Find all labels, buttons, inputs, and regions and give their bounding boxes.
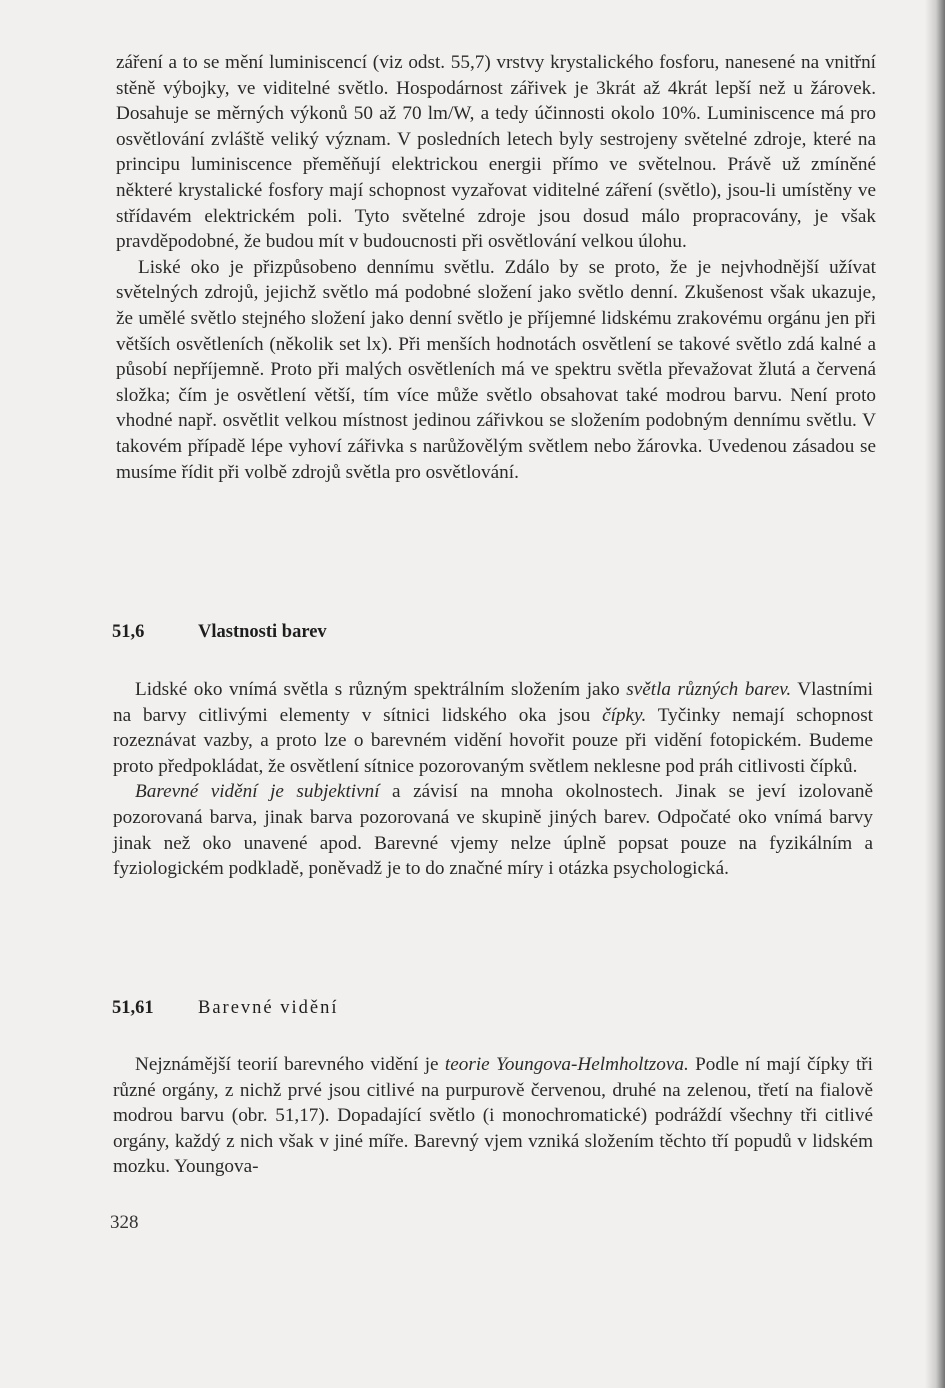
section-number: 51,61 bbox=[112, 998, 154, 1018]
emphasis-text: čípky. bbox=[602, 704, 647, 726]
intro-paragraph-2: Liské oko je přizpůsobeno dennímu světlu. Zdálo by se proto, že je nejvhodnější užívat světelných zdrojů, jejichž světlo má podobné složení jako světlo denní. Zkušenost však ukazuje, že umělé světlo stejného složení jako denní světlo je příjemné lidskému zrakovému orgánu jen při větších osvětleních (několik set lx). Při menších hodnotách osvětlení se takové světlo zdá kalné a působí nepříjemně. Proto při malých osvětleních má ve spektru světla převažovat žlutá a červená složka; čím je osvětlení větší, tím více může světlo obsahovat také modrou barvu. Není proto vhodné např. osvětlit velkou místnost jedinou zářivkou se složením podobným dennímu světlu. V takovém případě lépe vyhoví zářivka s narůžovělým světlem nebo žárovka. Uvedenou zásadou se musíme řídit při volbě zdrojů světla pro osvětlování. bbox=[116, 256, 876, 483]
page-number: 328 bbox=[110, 1212, 139, 1233]
section-number: 51,6 bbox=[112, 622, 145, 642]
section-51-6-paragraph-1: Lidské oko vnímá světla s různým spektrálním složením jako světla různých barev. Vlastními na barvy citlivými elementy v sítnici lidského oka jsou čípky. Tyčinky nemají schopnost rozeznávat vazby, a proto lze o barevném vidění hovořit pouze při vidění fotopickém. Budeme proto předpokládat, že osvětlení sítnice pozorovaným světlem neklesne pod práh citlivosti čípků. bbox=[113, 679, 874, 777]
section-title: Barevné vidění bbox=[198, 998, 339, 1018]
intro-text-block bbox=[116, 50, 876, 485]
intro-paragraph-1: záření a to se mění luminiscencí (viz odst. 55,7) vrstvy krystalického fosforu, nanesené na vnitřní stěně výbojky, ve viditelné světlo. Hospodárnost zářivek je 3krát až 4krát lepší než u žárovek. Dosahuje se měrných výkonů 50 až 70 lm/W, a tedy účinnosti okolo 10%. Luminiscence má pro osvětlování zvláště veliký význam. V posledních letech byly sestrojeny světelné zdroje, které na principu luminiscence přeměňují elektrickou energii přímo ve světelnou. Právě už zmíněné některé krystalické fosfory mají schopnost vyzařovat viditelné záření (světlo), jsou-li umístěny ve střídavém elektrickém poli. Tyto světelné zdroje jsou dosud málo propracovány, je však pravděpodobné, že budou mít v budoucnosti při osvětlování velkou úlohu. bbox=[116, 52, 876, 253]
page-edge-shadow bbox=[925, 0, 945, 1388]
emphasis-text: teorie Youngova-Helmholtzova. bbox=[444, 1054, 689, 1075]
section-51-6-body bbox=[113, 677, 873, 882]
section-title: Vlastnosti barev bbox=[198, 622, 327, 642]
section-heading-51-6 bbox=[112, 622, 327, 643]
emphasis-text: světla různých barev. bbox=[626, 679, 792, 700]
section-51-61-paragraph-1: Nejznámější teorií barevného vidění je teorie Youngova-Helmholtzova. Podle ní mají čípky tři různé orgány, z nichž prvé jsou citlivé na purpurově červenou, druhé na zelenou, třetí na fialově modrou barvu (obr. 51,17). Dopadající světlo (i monochromatické) podráždí všechny tři citlivé orgány, každý z nich však v jiné míře. Barevný vjem vzniká složením těchto tří popudů v lidském mozku. Youngova- bbox=[113, 1054, 873, 1178]
emphasis-text: Barevné vidění je subjektivní bbox=[135, 781, 380, 803]
section-51-61-body bbox=[113, 1052, 873, 1180]
section-51-6-paragraph-2: Barevné vidění je subjektivní a závisí na mnoha okolnostech. Jinak se jeví izolovaně pozorovaná barva, jinak barva pozorovaná ve skupině jiných barev. Odpočaté oko vnímá barvy jinak než oko unavené apod. Barevné vjemy nelze úplně popsat pouze na fyzikálním a fyziologickém podkladě, poněvadž je to do značné míry i otázka psychologická. bbox=[113, 781, 874, 880]
section-heading-51-61 bbox=[112, 998, 339, 1019]
